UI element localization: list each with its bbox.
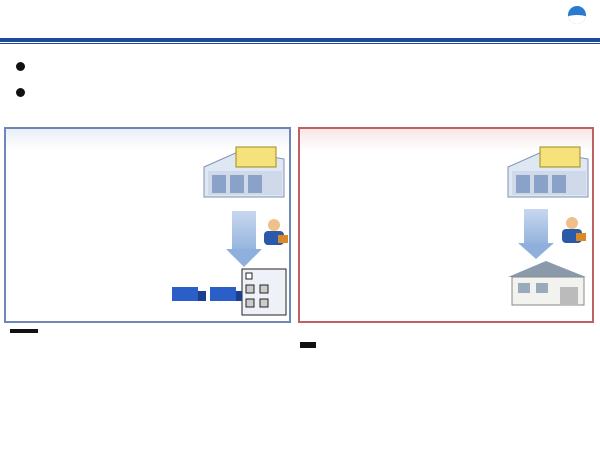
header <box>0 0 600 48</box>
main-rules <box>6 327 292 463</box>
bullet-dot-icon <box>16 88 25 97</box>
mechanic-icon <box>558 215 586 245</box>
header-rule-thin <box>0 43 600 44</box>
mlit-emblem-icon <box>568 6 586 24</box>
trucks-depot-icon <box>172 267 290 319</box>
panel-limited-visit-maintenance <box>298 127 594 323</box>
arrow-down-icon <box>518 243 554 259</box>
rules-tag <box>10 329 38 333</box>
factory-icon <box>200 145 288 203</box>
factory-icon <box>504 145 592 203</box>
panel-visit-specific-maintenance <box>4 127 291 323</box>
schedule-tag <box>300 342 316 348</box>
mlit-logo <box>568 6 590 24</box>
bullet-dot-icon <box>16 62 25 71</box>
arrow-down-icon <box>226 249 262 267</box>
mechanic-icon <box>260 217 288 247</box>
visit-arrow <box>524 209 548 247</box>
header-rule <box>0 38 600 42</box>
schedule <box>300 333 465 352</box>
intro-bullets <box>8 52 592 122</box>
house-icon <box>506 259 588 307</box>
